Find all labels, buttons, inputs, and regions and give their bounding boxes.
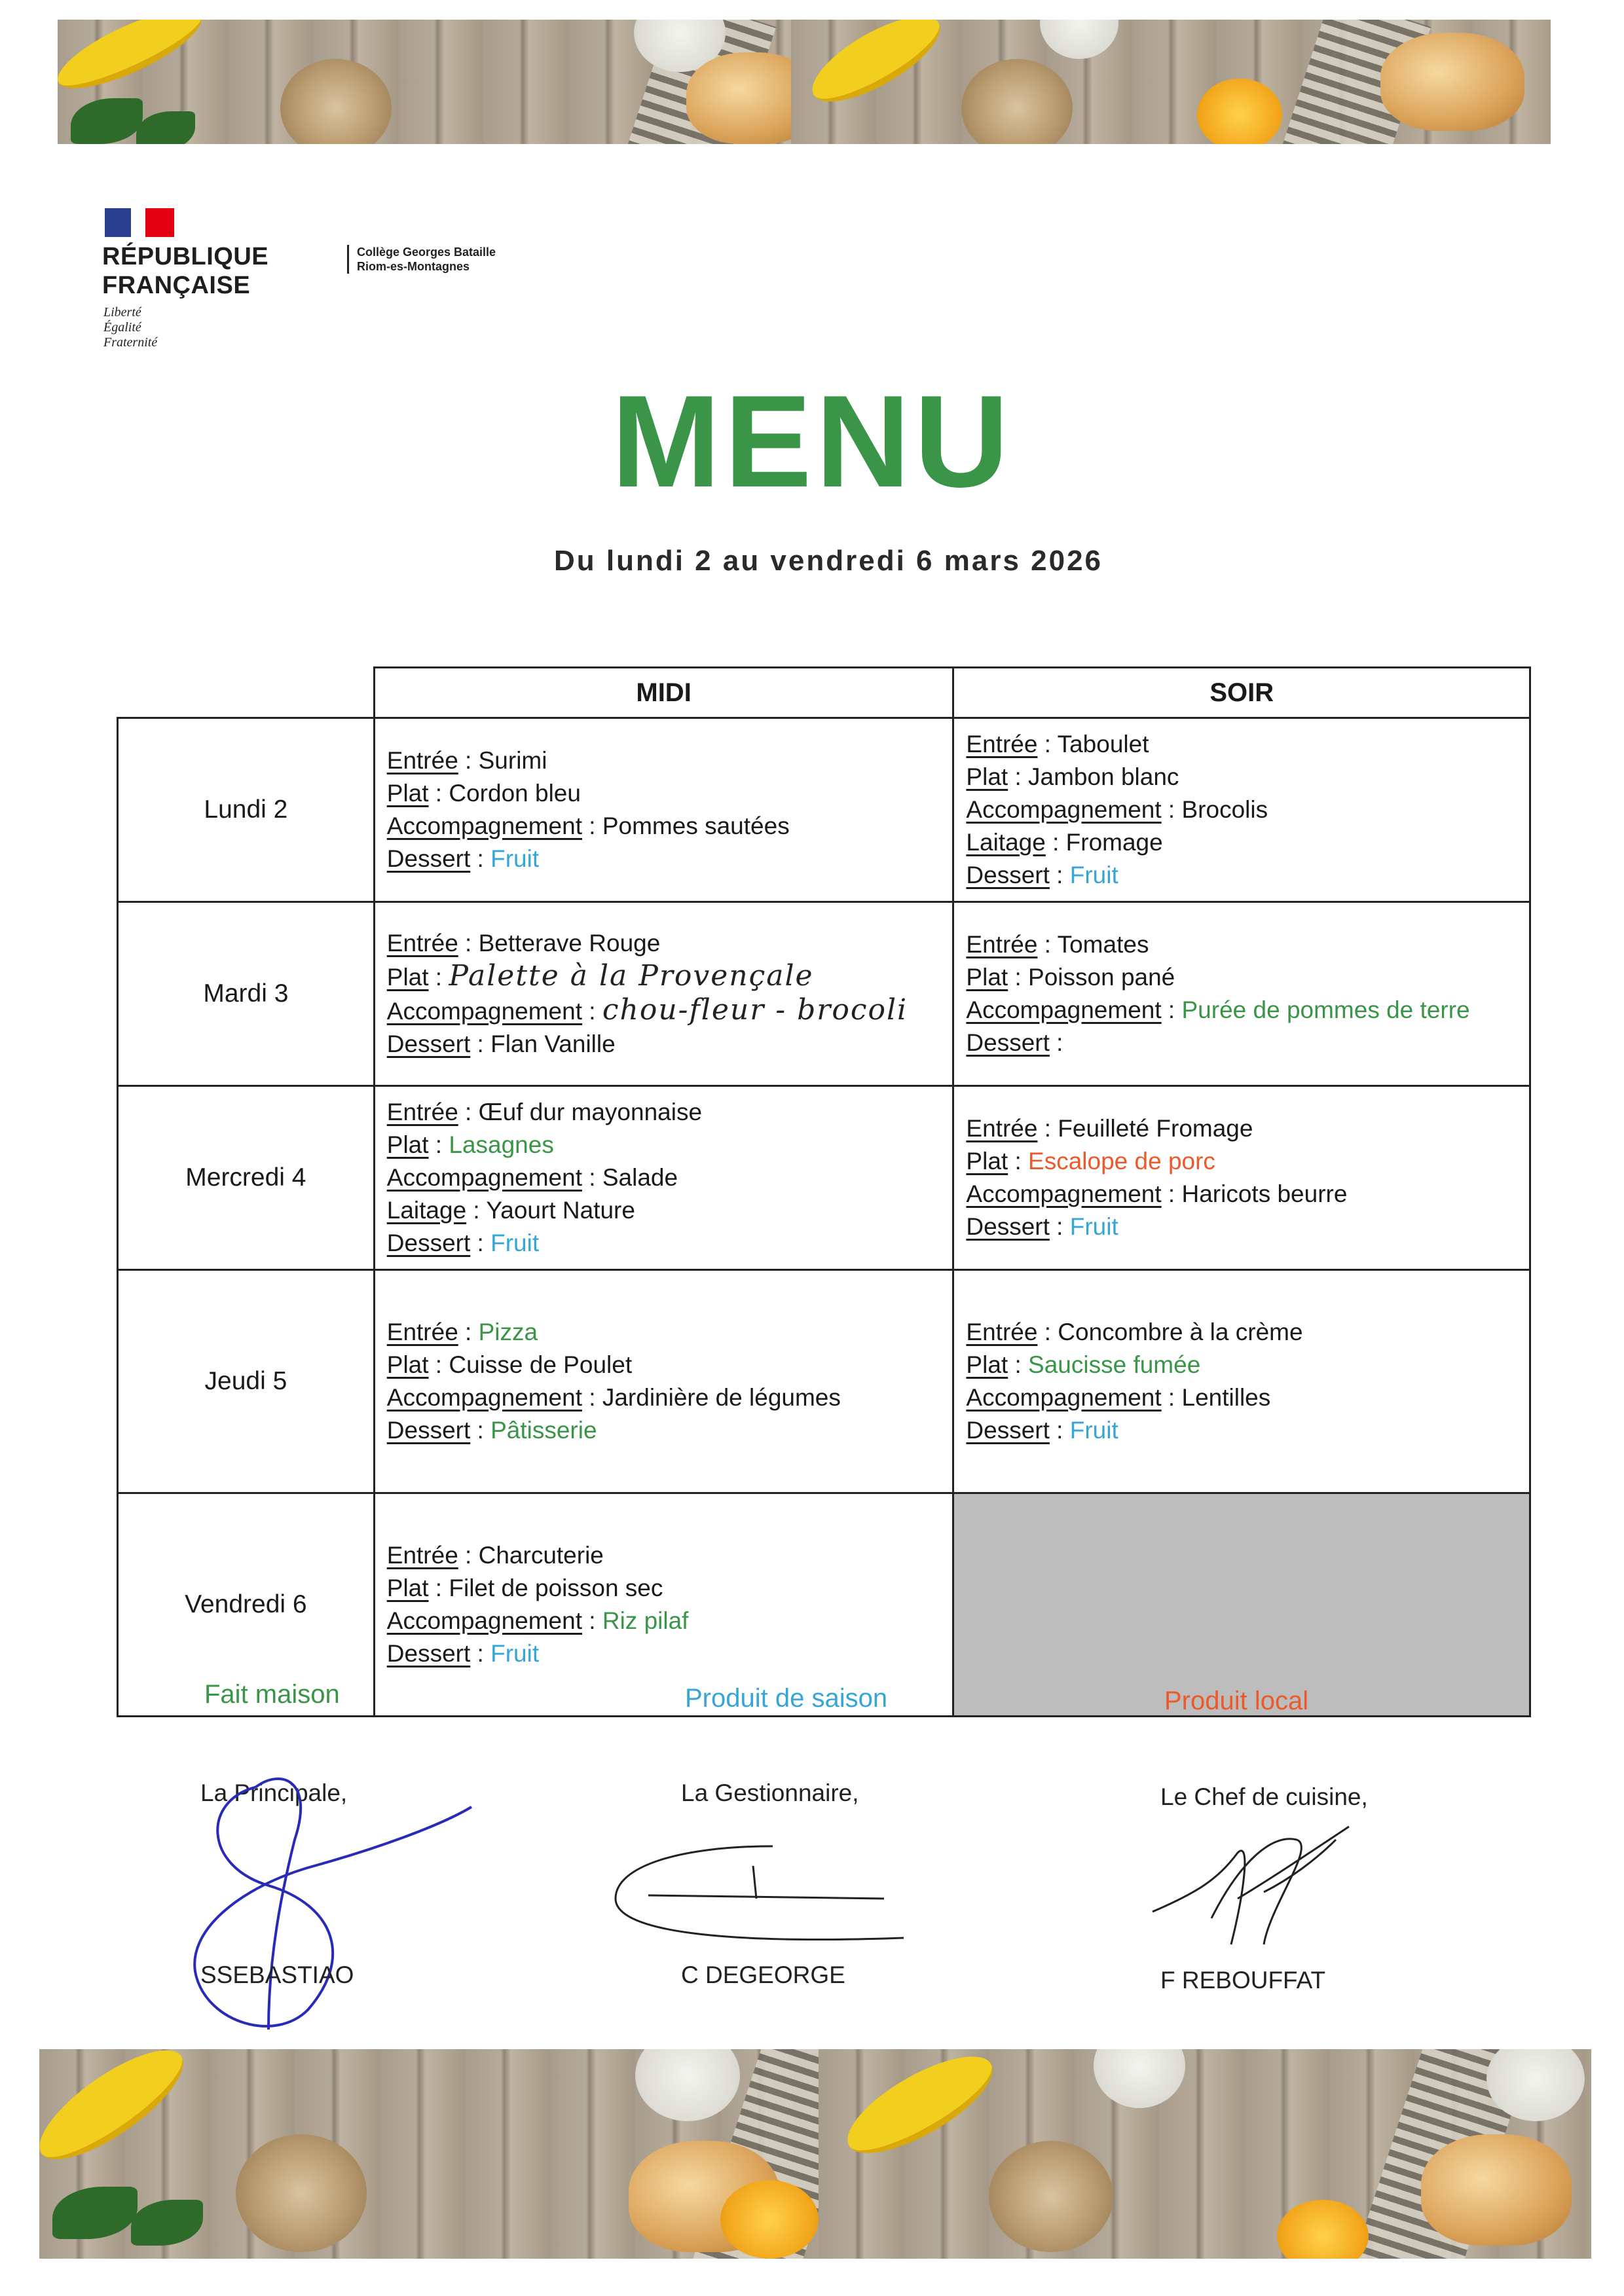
meal-cell-midi	[374, 1493, 953, 1717]
signature-name-chef: F REBOUFFAT	[1160, 1967, 1326, 1994]
dish: Surimi	[478, 747, 547, 774]
motto	[103, 305, 157, 350]
meal-line: Plat : Palette à la Provençale	[386, 959, 814, 993]
food-photo	[58, 20, 791, 144]
meal-line: Plat : Jambon blanc	[966, 763, 1179, 790]
dish: Fruit	[490, 1230, 540, 1256]
meal-line: Accompagnement : Jardinière de légumes	[386, 1384, 841, 1411]
page-title: MENU	[611, 369, 1013, 515]
college-line-2: Riom-es-Montagnes	[357, 260, 470, 273]
dish: Filet de poisson sec	[449, 1575, 663, 1601]
day-cell: Lundi 2	[118, 718, 375, 902]
dish: Cordon bleu	[449, 780, 581, 807]
column-header-midi: MIDI	[374, 668, 953, 718]
meal-cell-soir-empty	[953, 1493, 1530, 1717]
dish: Brocolis	[1181, 796, 1268, 823]
republic-line-2: FRANÇAISE	[102, 272, 251, 299]
dish: Fruit	[490, 845, 540, 872]
meal-line: Accompagnement : Riz pilaf	[386, 1607, 689, 1634]
dish: Tomates	[1057, 931, 1149, 958]
dish: Betterave Rouge	[478, 930, 661, 957]
table-row	[118, 718, 1530, 902]
motto-fraternite: Fraternité	[103, 335, 158, 350]
legend-produit-local: Produit local	[1164, 1686, 1309, 1715]
table-row	[118, 1270, 1530, 1493]
signature-gestionnaire	[602, 1833, 917, 1964]
dish: Riz pilaf	[602, 1607, 689, 1634]
dish: Lentilles	[1181, 1384, 1271, 1411]
republique-francaise	[102, 242, 268, 300]
bottom-food-banner	[39, 2049, 1591, 2259]
meal-line: Plat : Cordon bleu	[386, 780, 581, 807]
dish: Fruit	[1069, 1213, 1118, 1240]
signature-chef	[1139, 1813, 1375, 1964]
meal-line: Accompagnement : Haricots beurre	[966, 1180, 1348, 1207]
motto-liberte: Liberté	[103, 305, 141, 319]
handwritten-dish: chou-fleur - brocoli	[602, 993, 908, 1027]
legend-produit-saison: Produit de saison	[685, 1684, 888, 1713]
dish: Pizza	[478, 1319, 538, 1345]
signature-name-principale: SSEBASTIAO	[200, 1961, 354, 1988]
meal-cell-soir	[953, 718, 1530, 902]
dish: Fruit	[1069, 862, 1118, 888]
day-cell: Jeudi 5	[118, 1270, 375, 1493]
meal-line: Plat : Lasagnes	[386, 1131, 554, 1158]
meal-cell-soir	[953, 902, 1530, 1086]
dish: Pâtisserie	[490, 1417, 597, 1444]
meal-line: Accompagnement : Pommes sautées	[386, 812, 790, 839]
meal-cell-soir	[953, 1270, 1530, 1493]
meal-line: Dessert : Fruit	[386, 1230, 540, 1256]
dish: Fruit	[490, 1640, 540, 1667]
dish: Fromage	[1065, 829, 1163, 856]
dish: Cuisse de Poulet	[449, 1351, 633, 1378]
meal-line: Laitage : Fromage	[966, 829, 1163, 856]
dish: Yaourt Nature	[486, 1197, 635, 1224]
meal-line: Dessert : Fruit	[966, 1213, 1118, 1240]
meal-line: Accompagnement : Lentilles	[966, 1384, 1271, 1411]
meal-line: Plat : Saucisse fumée	[966, 1351, 1201, 1378]
meal-line: Plat : Filet de poisson sec	[386, 1575, 663, 1601]
column-header-soir: SOIR	[953, 668, 1530, 718]
dish: Concombre à la crème	[1058, 1319, 1303, 1345]
meal-cell-soir	[953, 1086, 1530, 1270]
dish: Jambon blanc	[1028, 763, 1179, 790]
dish: Feuilleté Fromage	[1058, 1115, 1253, 1142]
signature-principale	[164, 1761, 491, 2043]
meal-line: Dessert : Pâtisserie	[386, 1417, 597, 1444]
dish: Saucisse fumée	[1028, 1351, 1201, 1378]
motto-egalite: Égalité	[103, 320, 141, 335]
meal-line: Laitage : Yaourt Nature	[386, 1197, 635, 1224]
meal-cell-midi	[374, 1270, 953, 1493]
food-photo	[39, 2049, 819, 2259]
table-row	[118, 902, 1530, 1086]
dish: Flan Vanille	[490, 1030, 616, 1057]
meal-line: Entrée : Œuf dur mayonnaise	[386, 1099, 703, 1125]
meal-line: Accompagnement : Purée de pommes de terre	[966, 996, 1470, 1023]
day-cell: Vendredi 6	[118, 1493, 375, 1717]
meal-line: Dessert : Fruit	[386, 845, 540, 872]
legend-fait-maison: Fait maison	[204, 1680, 340, 1709]
signature-role-chef: Le Chef de cuisine,	[1160, 1783, 1368, 1810]
dish: Œuf dur mayonnaise	[478, 1099, 703, 1125]
meal-line: Entrée : Charcuterie	[386, 1542, 604, 1569]
marianne-logo	[105, 208, 174, 237]
table-row	[118, 1086, 1530, 1270]
meal-line: Plat : Escalope de porc	[966, 1148, 1215, 1175]
meal-line: Entrée : Taboulet	[966, 731, 1149, 757]
dish: Poisson pané	[1028, 964, 1175, 991]
dish: Pommes sautées	[602, 812, 790, 839]
meal-cell-midi	[374, 902, 953, 1086]
meal-line: Dessert : Fruit	[966, 1417, 1118, 1444]
dish: Taboulet	[1057, 731, 1149, 757]
republic-line-1: RÉPUBLIQUE	[102, 243, 269, 270]
dish: Jardinière de légumes	[602, 1384, 841, 1411]
day-cell: Mardi 3	[118, 902, 375, 1086]
dish: Escalope de porc	[1028, 1148, 1215, 1175]
meal-line: Dessert : Fruit	[966, 862, 1118, 888]
meal-line: Dessert :	[966, 1029, 1063, 1056]
meal-line: Entrée : Concombre à la crème	[966, 1319, 1303, 1345]
handwritten-dish: Palette à la Provençale	[449, 959, 814, 993]
meal-line: Plat : Cuisse de Poulet	[386, 1351, 633, 1378]
dish: Haricots beurre	[1181, 1180, 1348, 1207]
meal-line: Entrée : Betterave Rouge	[386, 930, 661, 957]
meal-line: Accompagnement : chou-fleur - brocoli	[386, 993, 908, 1027]
dish: Salade	[602, 1164, 678, 1191]
college-name	[347, 245, 496, 274]
signature-role-principale: La Principale,	[200, 1779, 348, 1806]
dish: Fruit	[1069, 1417, 1118, 1444]
food-photo	[791, 20, 1551, 144]
meal-line: Entrée : Tomates	[966, 931, 1149, 958]
dish: Purée de pommes de terre	[1181, 996, 1470, 1023]
meal-line: Entrée : Surimi	[386, 747, 547, 774]
meal-line: Entrée : Feuilleté Fromage	[966, 1115, 1253, 1142]
menu-table	[117, 666, 1531, 1717]
food-photo	[819, 2049, 1591, 2259]
meal-line: Dessert : Flan Vanille	[386, 1030, 616, 1057]
meal-line: Entrée : Pizza	[386, 1319, 538, 1345]
meal-line: Accompagnement : Salade	[386, 1164, 678, 1191]
meal-cell-midi	[374, 1086, 953, 1270]
corner-cell	[118, 668, 375, 718]
meal-cell-midi	[374, 718, 953, 902]
day-cell: Mercredi 4	[118, 1086, 375, 1270]
meal-line: Dessert : Fruit	[386, 1640, 540, 1667]
college-line-1: Collège Georges Bataille	[357, 246, 496, 259]
meal-line: Accompagnement : Brocolis	[966, 796, 1268, 823]
dish: Lasagnes	[449, 1131, 554, 1158]
signature-name-gestionnaire: C DEGEORGE	[681, 1961, 845, 1988]
week-range: Du lundi 2 au vendredi 6 mars 2026	[553, 545, 1103, 577]
top-food-banner	[58, 20, 1551, 144]
meal-line: Plat : Poisson pané	[966, 964, 1175, 991]
signature-role-gestionnaire: La Gestionnaire,	[681, 1779, 859, 1806]
dish: Charcuterie	[478, 1542, 604, 1569]
